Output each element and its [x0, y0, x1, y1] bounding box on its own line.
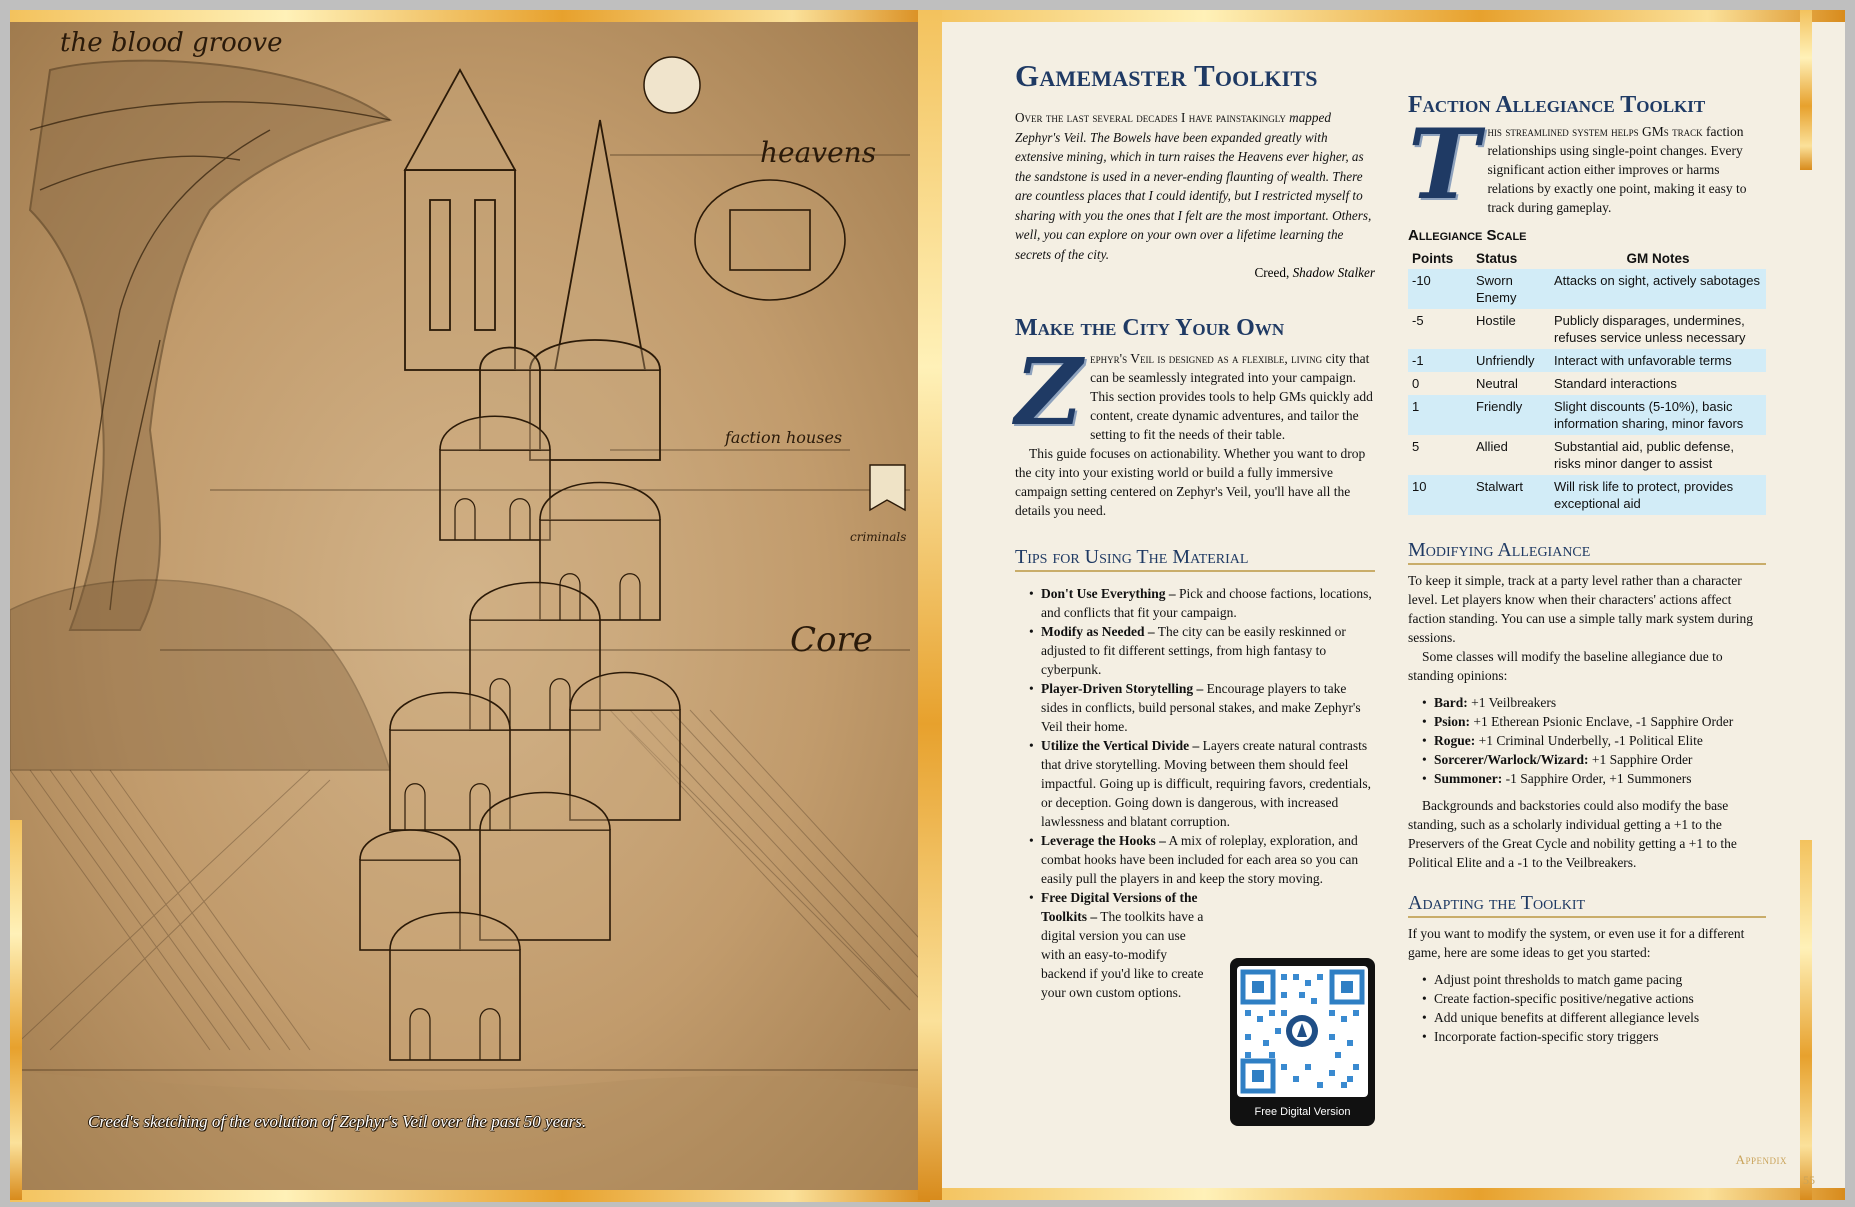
table-row: 10 Stalwart Will risk life to protect, provides exceptional aid	[1408, 475, 1766, 515]
list-item: • Add unique benefits at different allegiance levels	[1422, 1008, 1766, 1027]
table-row: 0 Neutral Standard interactions	[1412, 376, 1677, 392]
list-item: • Incorporate faction-specific story triggers	[1422, 1027, 1766, 1046]
gold-trim-spine-left	[918, 10, 930, 1200]
right-page-right-column	[1408, 92, 1766, 1046]
intro-quote	[1015, 108, 1375, 264]
gold-trim-bottom-right	[930, 1188, 1845, 1200]
sketch-label-core: Core	[790, 620, 873, 660]
table-row: -5 Hostile Publicly disparages, undermines, refuses service unless necessary	[1412, 313, 1746, 346]
make-city-para2: This guide focuses on actionability. Whether you want to drop the city into your existing world or build a fully immersive campaign setting centered on Zephyr's Veil, you'll have all the details you need.	[1015, 446, 1366, 519]
faction-lead: his streamlined system helps GMs track	[1487, 124, 1703, 140]
qr-code-icon	[1237, 966, 1368, 1097]
heading-adapting: Adapting the Toolkit	[1408, 892, 1766, 918]
city-sketch-illustration	[10, 10, 930, 1200]
list-item: • Modify as Needed – The city can be easily reskinned or adjusted to fit different settings, from high fantasy to cyberpunk.	[1029, 622, 1375, 679]
gold-trim-bottom-left	[10, 1190, 930, 1202]
quote-attribution-title: Shadow Stalker	[1292, 265, 1375, 280]
list-item: • Sorcerer/Warlock/Wizard: +1 Sapphire Order	[1422, 750, 1766, 769]
page-number: 55	[1803, 1173, 1815, 1187]
list-item: • Summoner: -1 Sapphire Order, +1 Summoners	[1422, 769, 1766, 788]
table-row: -10 Sworn Enemy Attacks on sight, actively sabotages	[1408, 269, 1766, 309]
list-item: • Free Digital Versions of the Toolkits – The toolkits have a digital version you can use with an easy-to-modify backend if you'd like to create your own custom options.	[1029, 888, 1204, 1002]
quote-attribution-name: Creed,	[1254, 265, 1290, 280]
table-header: Status	[1476, 251, 1518, 267]
gold-trim-left-edge	[10, 820, 22, 1200]
faction-section	[1408, 108, 1766, 222]
heading-make-city: Make the City Your Own	[1015, 315, 1285, 341]
footer-section-label: Appendix	[1735, 1152, 1787, 1167]
modifying-para2: Some classes will modify the baseline allegiance due to standing opinions:	[1408, 649, 1723, 684]
dropcap-t: T	[1408, 108, 1480, 222]
allegiance-scale-table	[1408, 248, 1766, 515]
gold-trim-spine-right	[930, 10, 942, 1200]
list-item: • Rogue: +1 Criminal Underbelly, -1 Political Elite	[1422, 731, 1766, 750]
gold-trim-right-bottom	[1800, 840, 1812, 1200]
list-item: • Psion: +1 Etherean Psionic Enclave, -1 Sapphire Order	[1422, 712, 1766, 731]
table-header-row	[1408, 248, 1766, 269]
left-page-illustration	[10, 10, 930, 1200]
adapting-list	[1408, 970, 1766, 1046]
qr-code-label: Free Digital Version	[1254, 1106, 1351, 1118]
table-row: -1 Unfriendly Interact with unfavorable terms	[1408, 349, 1766, 372]
allegiance-scale-title: Allegiance Scale	[1408, 227, 1527, 245]
make-city-section	[1015, 338, 1375, 520]
illustration-caption: Creed's sketching of the evolution of Zephyr's Veil over the past 50 years.	[88, 1112, 587, 1131]
modifying-para3: Backgrounds and backstories could also modify the base standing, such as a scholarly individual getting a +1 to the Preservers of the Great Cycle and nobility getting a +1 to the Political Elite and a -1 to the Veilbreakers.	[1408, 798, 1737, 871]
right-page	[930, 10, 1845, 1200]
quote-attribution	[1015, 265, 1375, 281]
heading-tips: Tips for Using The Material	[1015, 546, 1375, 572]
heading-faction: Faction Allegiance Toolkit	[1408, 92, 1706, 118]
list-item: • Player-Driven Storytelling – Encourage players to take sides in conflicts, build personal stakes, and make Zephyr's Veil their home.	[1029, 679, 1375, 736]
list-item: • Leverage the Hooks – A mix of roleplay, exploration, and combat hooks have been included for each area so you can easily pull the players in and keep the story moving.	[1029, 831, 1375, 888]
quote-text: mapped Zephyr's Veil. The Bowels have been expanded greatly with extensive mining, which in turn raises the Heavens ever higher, as the sandstone is used in a never-ending flaunting of wealth. There are countless places that I could identify, but I restricted myself to sharing with you the ones that I felt are the most important. Others, well, you can explore on your own over a lifetime learning the secrets of the city.	[1015, 110, 1372, 262]
faction-text: faction relationships using single-point changes. Every significant action either improves or harms relations by exactly one point, making it easy to track during gameplay.	[1487, 124, 1747, 216]
list-item: • Bard: +1 Veilbreakers	[1422, 693, 1766, 712]
dropcap-z: Z	[1015, 338, 1083, 447]
list-item: • Create faction-specific positive/negative actions	[1422, 989, 1766, 1008]
make-city-lead: ephyr's Veil is designed as a flexible, living	[1090, 351, 1323, 367]
list-item: • Utilize the Vertical Divide – Layers create natural contrasts that drive storytelling. Moving between them should feel impactful. Going up is difficult, requiring favors, credentials, or deception. Going down is dangerous, with increased lawlessness and blatant corruption.	[1029, 736, 1375, 831]
list-item: • Don't Use Everything – Pick and choose factions, locations, and conflicts that fit your campaign.	[1029, 584, 1375, 622]
right-page-left-column	[1015, 58, 1375, 1002]
heading-modifying: Modifying Allegiance	[1408, 539, 1766, 565]
gold-trim-right-top	[1800, 10, 1812, 170]
adapting-para1: If you want to modify the system, or even use it for a different game, here are some ideas to get you started:	[1408, 926, 1745, 961]
sketch-label-criminals: criminals	[850, 530, 907, 544]
sketch-label-blood-groove: the blood groove	[60, 28, 283, 58]
modifying-para1: To keep it simple, track at a party level rather than a character level. Let players know when their characters' actions affect faction standing. You can use a simple tally mark system during sessions.	[1408, 573, 1753, 646]
qr-code-box[interactable]	[1230, 958, 1375, 1126]
quote-lead: Over the last several decades I have painstakingly	[1015, 110, 1286, 125]
table-header: GM Notes	[1626, 251, 1690, 267]
tips-list	[1015, 584, 1375, 1002]
sketch-label-heavens: heavens	[760, 136, 877, 169]
table-header: Points	[1412, 251, 1454, 267]
page-title: Gamemaster Toolkits	[1015, 58, 1318, 93]
gold-trim-top-left	[10, 10, 930, 22]
table-row: 5 Allied Substantial aid, public defense, risks minor danger to assist	[1412, 439, 1734, 472]
class-modifiers-list	[1408, 693, 1766, 788]
gold-trim-top-right	[930, 10, 1845, 22]
sketch-label-faction-houses: faction houses	[725, 428, 843, 447]
table-row: 1 Friendly Slight discounts (5-10%), basic information sharing, minor favors	[1408, 395, 1766, 435]
make-city-text: city that can be seamlessly integrated into your campaign. This section provides tools to help GMs quickly add content, create dynamic adventures, and tailor the setting to fit the needs of their table.	[1090, 351, 1373, 443]
list-item: • Adjust point thresholds to match game pacing	[1422, 970, 1766, 989]
